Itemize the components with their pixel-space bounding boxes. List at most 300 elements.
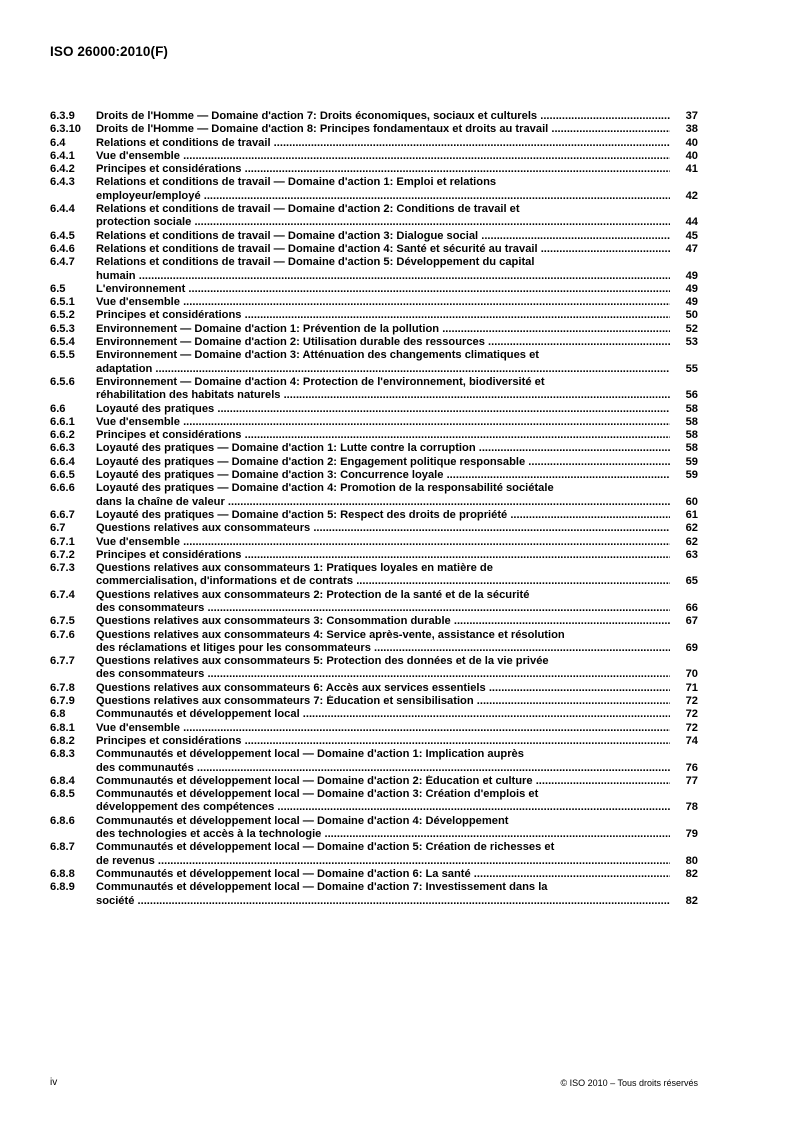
toc-entry-title-line xyxy=(96,203,670,216)
toc-entry-title-line xyxy=(96,668,670,681)
toc-entry[interactable] xyxy=(50,123,698,136)
toc-entry-title xyxy=(96,296,698,309)
toc-entry[interactable] xyxy=(50,722,698,735)
toc-entry-title-text: Loyauté des pratiques xyxy=(96,402,215,415)
toc-entry-title-text: développement des compétences xyxy=(96,801,275,814)
toc-entry-number: 6.6.2 xyxy=(50,429,75,442)
toc-entry-title xyxy=(96,788,698,815)
toc-entry-page: 66 xyxy=(670,602,698,615)
toc-entry[interactable] xyxy=(50,150,698,163)
toc-entry-title xyxy=(96,230,698,243)
toc-entry-title-line xyxy=(96,895,670,908)
toc-entry-page: 49 xyxy=(670,270,698,283)
toc-entry-page: 58 xyxy=(670,403,698,416)
toc-entry-title-line xyxy=(96,775,670,788)
toc-entry-title-text: Questions relatives aux consommateurs 2: Protection de la santé et de la sécurité xyxy=(96,588,530,601)
toc-entry[interactable] xyxy=(50,629,698,656)
toc-entry-title-text: Relations et conditions de travail — Domaine d'action 4: Santé et sécurité au travail xyxy=(96,242,538,255)
toc-entry-page: 55 xyxy=(670,363,698,376)
toc-entry-title xyxy=(96,629,698,656)
toc-entry-page: 52 xyxy=(670,323,698,336)
toc-entry-title xyxy=(96,176,698,203)
toc-entry-title xyxy=(96,615,698,628)
toc-entry-number: 6.4.7 xyxy=(50,256,75,269)
toc-entry-title-line xyxy=(96,230,670,243)
toc-entry[interactable] xyxy=(50,748,698,775)
toc-entry-number: 6.3.10 xyxy=(50,123,81,136)
toc-entry-title-text: Questions relatives aux consommateurs 4: Service après-vente, assistance et résolution xyxy=(96,628,565,641)
toc-entry[interactable] xyxy=(50,655,698,682)
toc-entry-page: 58 xyxy=(670,429,698,442)
toc-entry-title-text: Relations et conditions de travail — Domaine d'action 5: Développement du capital xyxy=(96,256,535,269)
toc-entry-title xyxy=(96,163,698,176)
toc-entry-number: 6.6.7 xyxy=(50,508,75,521)
toc-entry-page: 45 xyxy=(670,230,698,243)
toc-entry-title xyxy=(96,150,698,163)
toc-entry[interactable] xyxy=(50,376,698,403)
toc-entry-number: 6.5.1 xyxy=(50,296,75,309)
toc-entry-title xyxy=(96,203,698,230)
toc-entry[interactable] xyxy=(50,203,698,230)
toc-entry-title xyxy=(96,722,698,735)
toc-entry-title-text: société xyxy=(96,894,135,907)
toc-entry-number: 6.7.9 xyxy=(50,695,75,708)
toc-entry-title-text: L'environnement xyxy=(96,282,186,295)
toc-entry-title xyxy=(96,881,698,908)
toc-entry-title-line xyxy=(96,788,670,801)
toc-entry-title xyxy=(96,309,698,322)
toc-entry-title-text: Questions relatives aux consommateurs 1: Pratiques loyales en matière de xyxy=(96,562,493,575)
toc-entry-title-text: Communautés et développement local — Domaine d'action 6: La santé xyxy=(96,867,471,880)
toc-entry-title xyxy=(96,815,698,842)
toc-entry-page: 56 xyxy=(670,389,698,402)
document-title: ISO 26000:2010(F) xyxy=(50,44,169,59)
toc-entry-title-line xyxy=(96,496,670,509)
toc-entry-title-line xyxy=(96,456,670,469)
toc-entry-number: 6.5 xyxy=(50,282,66,295)
toc-entry-page: 50 xyxy=(670,309,698,322)
toc-entry-title-text: adaptation xyxy=(96,362,153,375)
toc-entry-page: 40 xyxy=(670,137,698,150)
toc-entry[interactable] xyxy=(50,881,698,908)
toc-entry[interactable] xyxy=(50,788,698,815)
toc-entry-title-text: Communautés et développement local — Domaine d'action 3: Création d'emplois et xyxy=(96,788,539,801)
toc-entry-page: 74 xyxy=(670,735,698,748)
toc-entry-title xyxy=(96,841,698,868)
toc-entry[interactable] xyxy=(50,735,698,748)
toc-entry-number: 6.7 xyxy=(50,522,66,535)
toc-entry-title-text: des technologies et accès à la technologie xyxy=(96,828,322,841)
toc-entry-title-line xyxy=(96,881,670,894)
toc-entry-title-text: Relations et conditions de travail xyxy=(96,136,271,149)
toc-entry-title-line xyxy=(96,123,670,136)
toc-entry-title-text: Questions relatives aux consommateurs 6: Accès aux services essentiels xyxy=(96,681,486,694)
toc-entry[interactable] xyxy=(50,682,698,695)
toc-entry-number: 6.5.5 xyxy=(50,349,75,362)
toc-entry-title-line xyxy=(96,389,670,402)
toc-entry-title-line xyxy=(96,602,670,615)
toc-entry-title-text: Loyauté des pratiques — Domaine d'action 3: Concurrence loyale xyxy=(96,469,444,482)
toc-entry-title-text: humain xyxy=(96,269,136,282)
toc-entry-page: 44 xyxy=(670,216,698,229)
toc-entry-title-text: Environnement — Domaine d'action 3: Atténuation des changements climatiques et xyxy=(96,349,539,362)
toc-entry-title xyxy=(96,336,698,349)
toc-entry-title-line xyxy=(96,562,670,575)
toc-entry[interactable] xyxy=(50,456,698,469)
toc-entry-title xyxy=(96,589,698,616)
toc-entry-title-line xyxy=(96,349,670,362)
toc-entry[interactable] xyxy=(50,868,698,881)
toc-entry[interactable] xyxy=(50,695,698,708)
toc-entry[interactable] xyxy=(50,442,698,455)
toc-entry-title-text: Relations et conditions de travail — Domaine d'action 2: Conditions de travail et xyxy=(96,203,520,216)
toc-entry-title xyxy=(96,695,698,708)
toc-entry-title-text: des consommateurs xyxy=(96,668,205,681)
toc-entry-page: 49 xyxy=(670,283,698,296)
toc-entry[interactable] xyxy=(50,429,698,442)
toc-entry-title-text: Droits de l'Homme — Domaine d'action 7: Droits économiques, sociaux et culturels xyxy=(96,110,538,122)
toc-entry-title-text: Environnement — Domaine d'action 2: Utilisation durable des ressources xyxy=(96,336,485,349)
toc-entry-number: 6.8.4 xyxy=(50,774,75,787)
toc-entry-title-text: Loyauté des pratiques — Domaine d'action 4: Promotion de la responsabilité sociétale xyxy=(96,482,554,495)
toc-entry-page: 79 xyxy=(670,828,698,841)
toc-entry-title-text: Droits de l'Homme — Domaine d'action 8: Principes fondamentaux et droits au travail xyxy=(96,123,549,136)
toc-entry-number: 6.8.9 xyxy=(50,881,75,894)
toc-entry-title-line xyxy=(96,176,670,189)
toc-entry-page: 58 xyxy=(670,442,698,455)
toc-entry-page: 72 xyxy=(670,708,698,721)
toc-entry-title-text: Questions relatives aux consommateurs 3: Consommation durable xyxy=(96,615,451,628)
toc-entry-page: 76 xyxy=(670,762,698,775)
toc-entry-page: 42 xyxy=(670,190,698,203)
toc-entry[interactable] xyxy=(50,296,698,309)
toc-entry-title-line xyxy=(96,190,670,203)
toc-entry-page: 63 xyxy=(670,549,698,562)
toc-entry-title xyxy=(96,429,698,442)
toc-entry[interactable] xyxy=(50,349,698,376)
toc-entry-title-line xyxy=(96,522,670,535)
toc-entry[interactable] xyxy=(50,243,698,256)
toc-entry[interactable] xyxy=(50,176,698,203)
toc-entry-page: 77 xyxy=(670,775,698,788)
toc-entry[interactable] xyxy=(50,323,698,336)
toc-entry-title-line xyxy=(96,110,670,123)
toc-entry-title-line xyxy=(96,376,670,389)
toc-entry-title-text: employeur/employé xyxy=(96,189,201,202)
footer-page-number: iv xyxy=(50,1077,58,1088)
toc-entry-page: 40 xyxy=(670,150,698,163)
toc-entry-title xyxy=(96,509,698,522)
toc-entry[interactable] xyxy=(50,841,698,868)
toc-entry-number: 6.5.2 xyxy=(50,309,75,322)
toc-entry-title xyxy=(96,469,698,482)
toc-entry-title-text: de revenus xyxy=(96,854,155,867)
toc-entry-page: 82 xyxy=(670,895,698,908)
toc-entry-title-text: Questions relatives aux consommateurs 7: Éducation et sensibilisation xyxy=(96,695,474,708)
toc-entry-title-line xyxy=(96,283,670,296)
toc-entry-page: 53 xyxy=(670,336,698,349)
toc-entry-page: 61 xyxy=(670,509,698,522)
toc-entry-page: 41 xyxy=(670,163,698,176)
toc-entry-number: 6.6.1 xyxy=(50,415,75,428)
toc-entry-title-line xyxy=(96,642,670,655)
toc-entry-title-line xyxy=(96,150,670,163)
toc-entry-title xyxy=(96,748,698,775)
toc-entry-page: 62 xyxy=(670,522,698,535)
toc-entry-title xyxy=(96,376,698,403)
toc-entry-page: 47 xyxy=(670,243,698,256)
toc-entry-title-line xyxy=(96,735,670,748)
toc-entry-title-text: Loyauté des pratiques — Domaine d'action 5: Respect des droits de propriété xyxy=(96,508,508,521)
toc-entry-title xyxy=(96,110,698,123)
toc-entry-title-text: Relations et conditions de travail — Domaine d'action 1: Emploi et relations xyxy=(96,176,497,189)
toc-entry-title-line xyxy=(96,815,670,828)
toc-entry-number: 6.4 xyxy=(50,136,66,149)
toc-entry-number: 6.8.1 xyxy=(50,721,75,734)
toc-entry-title-line xyxy=(96,868,670,881)
toc-entry-title xyxy=(96,562,698,589)
toc-entry-title-text: Vue d'ensemble xyxy=(96,149,180,162)
toc-entry-title-line xyxy=(96,801,670,814)
toc-entry-title-line xyxy=(96,243,670,256)
toc-entry-number: 6.7.1 xyxy=(50,535,75,548)
toc-entry-title-text: commercialisation, d'informations et de contrats xyxy=(96,575,354,588)
toc-entry-title-line xyxy=(96,296,670,309)
toc-entry-page: 78 xyxy=(670,801,698,814)
toc-entry[interactable] xyxy=(50,336,698,349)
toc-entry-title-text: Questions relatives aux consommateurs 5: Protection des données et de la vie privée xyxy=(96,655,549,668)
toc-entry-page: 72 xyxy=(670,722,698,735)
toc-entry-title xyxy=(96,243,698,256)
toc-entry[interactable] xyxy=(50,549,698,562)
toc-entry-title-text: Questions relatives aux consommateurs xyxy=(96,522,311,535)
toc-entry-title-line xyxy=(96,708,670,721)
toc-entry[interactable] xyxy=(50,775,698,788)
toc-entry-page: 59 xyxy=(670,456,698,469)
toc-entry-page: 58 xyxy=(670,416,698,429)
toc-entry-page: 69 xyxy=(670,642,698,655)
toc-entry-number: 6.8.7 xyxy=(50,841,75,854)
toc-entry-page: 67 xyxy=(670,615,698,628)
toc-entry-title-text: Environnement — Domaine d'action 1: Prévention de la pollution xyxy=(96,322,440,335)
toc-entry-number: 6.5.3 xyxy=(50,322,75,335)
toc-entry-number: 6.8 xyxy=(50,708,66,721)
toc-entry-title xyxy=(96,416,698,429)
toc-entry-title-text: protection sociale xyxy=(96,216,192,229)
toc-entry-title-line xyxy=(96,429,670,442)
toc-entry-number: 6.7.7 xyxy=(50,655,75,668)
toc-entry-page: 60 xyxy=(670,496,698,509)
toc-entry-title xyxy=(96,868,698,881)
toc-entry-title-line xyxy=(96,482,670,495)
toc-entry-number: 6.8.2 xyxy=(50,734,75,747)
toc-entry[interactable] xyxy=(50,110,698,123)
table-of-contents xyxy=(50,110,698,908)
toc-entry-title-text: Vue d'ensemble xyxy=(96,721,180,734)
toc-entry-title-line xyxy=(96,536,670,549)
toc-entry[interactable] xyxy=(50,482,698,509)
toc-entry-title xyxy=(96,123,698,136)
toc-entry-page: 71 xyxy=(670,682,698,695)
toc-entry-title xyxy=(96,522,698,535)
toc-entry-number: 6.7.6 xyxy=(50,628,75,641)
toc-entry-title xyxy=(96,775,698,788)
toc-entry[interactable] xyxy=(50,416,698,429)
toc-entry-title-line xyxy=(96,309,670,322)
toc-entry[interactable] xyxy=(50,615,698,628)
toc-entry-number: 6.8.6 xyxy=(50,814,75,827)
toc-entry-title-line xyxy=(96,655,670,668)
toc-entry-page: 38 xyxy=(670,123,698,136)
toc-entry-title-line xyxy=(96,442,670,455)
toc-entry-title-text: dans la chaîne de valeur xyxy=(96,495,225,508)
toc-entry-title-line xyxy=(96,509,670,522)
toc-entry[interactable] xyxy=(50,403,698,416)
toc-entry-title xyxy=(96,735,698,748)
toc-entry-title-text: Loyauté des pratiques — Domaine d'action 1: Lutte contre la corruption xyxy=(96,442,476,455)
toc-entry-number: 6.7.3 xyxy=(50,562,75,575)
toc-entry-title-text: Communautés et développement local — Domaine d'action 7: Investissement dans la xyxy=(96,881,548,894)
toc-entry-title-text: Principes et considérations xyxy=(96,309,242,322)
toc-entry-title-line xyxy=(96,256,670,269)
toc-entry-title-text: Communautés et développement local — Domaine d'action 1: Implication auprès xyxy=(96,748,524,761)
toc-entry-number: 6.4.4 xyxy=(50,203,75,216)
toc-entry-title-line xyxy=(96,216,670,229)
toc-entry-title xyxy=(96,137,698,150)
toc-entry-title-text: Communautés et développement local xyxy=(96,708,300,721)
toc-entry-title-line xyxy=(96,469,670,482)
toc-entry-number: 6.8.5 xyxy=(50,788,75,801)
toc-entry-page: 82 xyxy=(670,868,698,881)
toc-entry-page: 62 xyxy=(670,536,698,549)
toc-entry-title xyxy=(96,283,698,296)
toc-entry-title xyxy=(96,442,698,455)
toc-entry-title-text: réhabilitation des habitats naturels xyxy=(96,389,281,402)
toc-entry[interactable] xyxy=(50,509,698,522)
toc-entry-number: 6.4.3 xyxy=(50,176,75,189)
toc-entry[interactable] xyxy=(50,522,698,535)
toc-entry-title-text: des communautés xyxy=(96,761,194,774)
toc-entry-title-line xyxy=(96,575,670,588)
toc-entry-title xyxy=(96,682,698,695)
toc-entry-title-text: Vue d'ensemble xyxy=(96,535,180,548)
toc-entry-title-line xyxy=(96,363,670,376)
toc-entry-title-line xyxy=(96,589,670,602)
toc-entry-number: 6.4.1 xyxy=(50,149,75,162)
toc-entry-number: 6.7.2 xyxy=(50,548,75,561)
toc-entry-title-line xyxy=(96,323,670,336)
toc-entry-title-line xyxy=(96,722,670,735)
toc-entry-title-text: Communautés et développement local — Domaine d'action 2: Éducation et culture xyxy=(96,774,533,787)
toc-entry-page: 80 xyxy=(670,855,698,868)
toc-entry-number: 6.6 xyxy=(50,402,66,415)
toc-entry[interactable] xyxy=(50,815,698,842)
toc-entry-title-line xyxy=(96,629,670,642)
toc-entry-title-text: Principes et considérations xyxy=(96,734,242,747)
toc-entry-title-text: des consommateurs xyxy=(96,601,205,614)
toc-entry-title xyxy=(96,456,698,469)
toc-entry-title-line xyxy=(96,855,670,868)
toc-entry-page: 70 xyxy=(670,668,698,681)
toc-entry-title xyxy=(96,482,698,509)
toc-entry-title-text: Principes et considérations xyxy=(96,548,242,561)
toc-entry-title-line xyxy=(96,549,670,562)
toc-entry-title-line xyxy=(96,762,670,775)
toc-entry-number: 6.5.4 xyxy=(50,336,75,349)
toc-entry-title-line xyxy=(96,403,670,416)
toc-entry-title xyxy=(96,708,698,721)
toc-entry-number: 6.4.5 xyxy=(50,229,75,242)
toc-entry-title xyxy=(96,403,698,416)
toc-entry[interactable] xyxy=(50,469,698,482)
toc-entry-number: 6.6.5 xyxy=(50,469,75,482)
toc-entry-number: 6.6.3 xyxy=(50,442,75,455)
toc-entry-title-line xyxy=(96,163,670,176)
toc-entry-title xyxy=(96,349,698,376)
toc-entry-page: 49 xyxy=(670,296,698,309)
toc-entry-number: 6.8.8 xyxy=(50,867,75,880)
toc-entry-title-text: Communautés et développement local — Domaine d'action 4: Développement xyxy=(96,814,509,827)
toc-entry-title xyxy=(96,655,698,682)
toc-entry-title-text: Environnement — Domaine d'action 4: Protection de l'environnement, biodiversité et xyxy=(96,375,545,388)
toc-entry-title-line xyxy=(96,270,670,283)
toc-entry[interactable] xyxy=(50,230,698,243)
toc-entry-number: 6.6.4 xyxy=(50,455,75,468)
toc-entry-title-line xyxy=(96,416,670,429)
toc-entry-page: 72 xyxy=(670,695,698,708)
toc-entry[interactable] xyxy=(50,163,698,176)
toc-entry-number: 6.7.8 xyxy=(50,681,75,694)
toc-entry-title-text: des réclamations et litiges pour les consommateurs xyxy=(96,641,371,654)
toc-entry[interactable] xyxy=(50,536,698,549)
toc-entry[interactable] xyxy=(50,283,698,296)
toc-entry[interactable] xyxy=(50,708,698,721)
toc-entry-number: 6.4.2 xyxy=(50,163,75,176)
toc-entry[interactable] xyxy=(50,256,698,283)
toc-entry-title-line xyxy=(96,682,670,695)
toc-entry-title-text: Principes et considérations xyxy=(96,163,242,176)
toc-entry-title-text: Vue d'ensemble xyxy=(96,415,180,428)
toc-entry-number: 6.3.9 xyxy=(50,110,75,122)
toc-entry-title-text: Communautés et développement local — Domaine d'action 5: Création de richesses et xyxy=(96,841,555,854)
toc-entry-title-line xyxy=(96,828,670,841)
toc-entry[interactable] xyxy=(50,589,698,616)
toc-entry-number: 6.4.6 xyxy=(50,242,75,255)
toc-entry-title-line xyxy=(96,137,670,150)
toc-entry-page: 65 xyxy=(670,575,698,588)
toc-entry-title xyxy=(96,323,698,336)
toc-entry-number: 6.7.5 xyxy=(50,615,75,628)
toc-entry-number: 6.6.6 xyxy=(50,482,75,495)
document-header xyxy=(50,44,168,59)
toc-entry-title-line xyxy=(96,615,670,628)
toc-entry-title-text: Principes et considérations xyxy=(96,429,242,442)
toc-entry-title xyxy=(96,536,698,549)
toc-entry-title-text: Relations et conditions de travail — Domaine d'action 3: Dialogue social xyxy=(96,229,479,242)
toc-entry-number: 6.7.4 xyxy=(50,588,75,601)
toc-entry-number: 6.5.6 xyxy=(50,375,75,388)
toc-entry-title xyxy=(96,256,698,283)
toc-entry-title xyxy=(96,549,698,562)
toc-entry-page: 37 xyxy=(670,110,698,123)
toc-entry-page: 59 xyxy=(670,469,698,482)
toc-entry[interactable] xyxy=(50,562,698,589)
toc-entry[interactable] xyxy=(50,309,698,322)
toc-entry-title-line xyxy=(96,841,670,854)
toc-entry-title-line xyxy=(96,336,670,349)
toc-entry[interactable] xyxy=(50,137,698,150)
toc-entry-title-line xyxy=(96,695,670,708)
